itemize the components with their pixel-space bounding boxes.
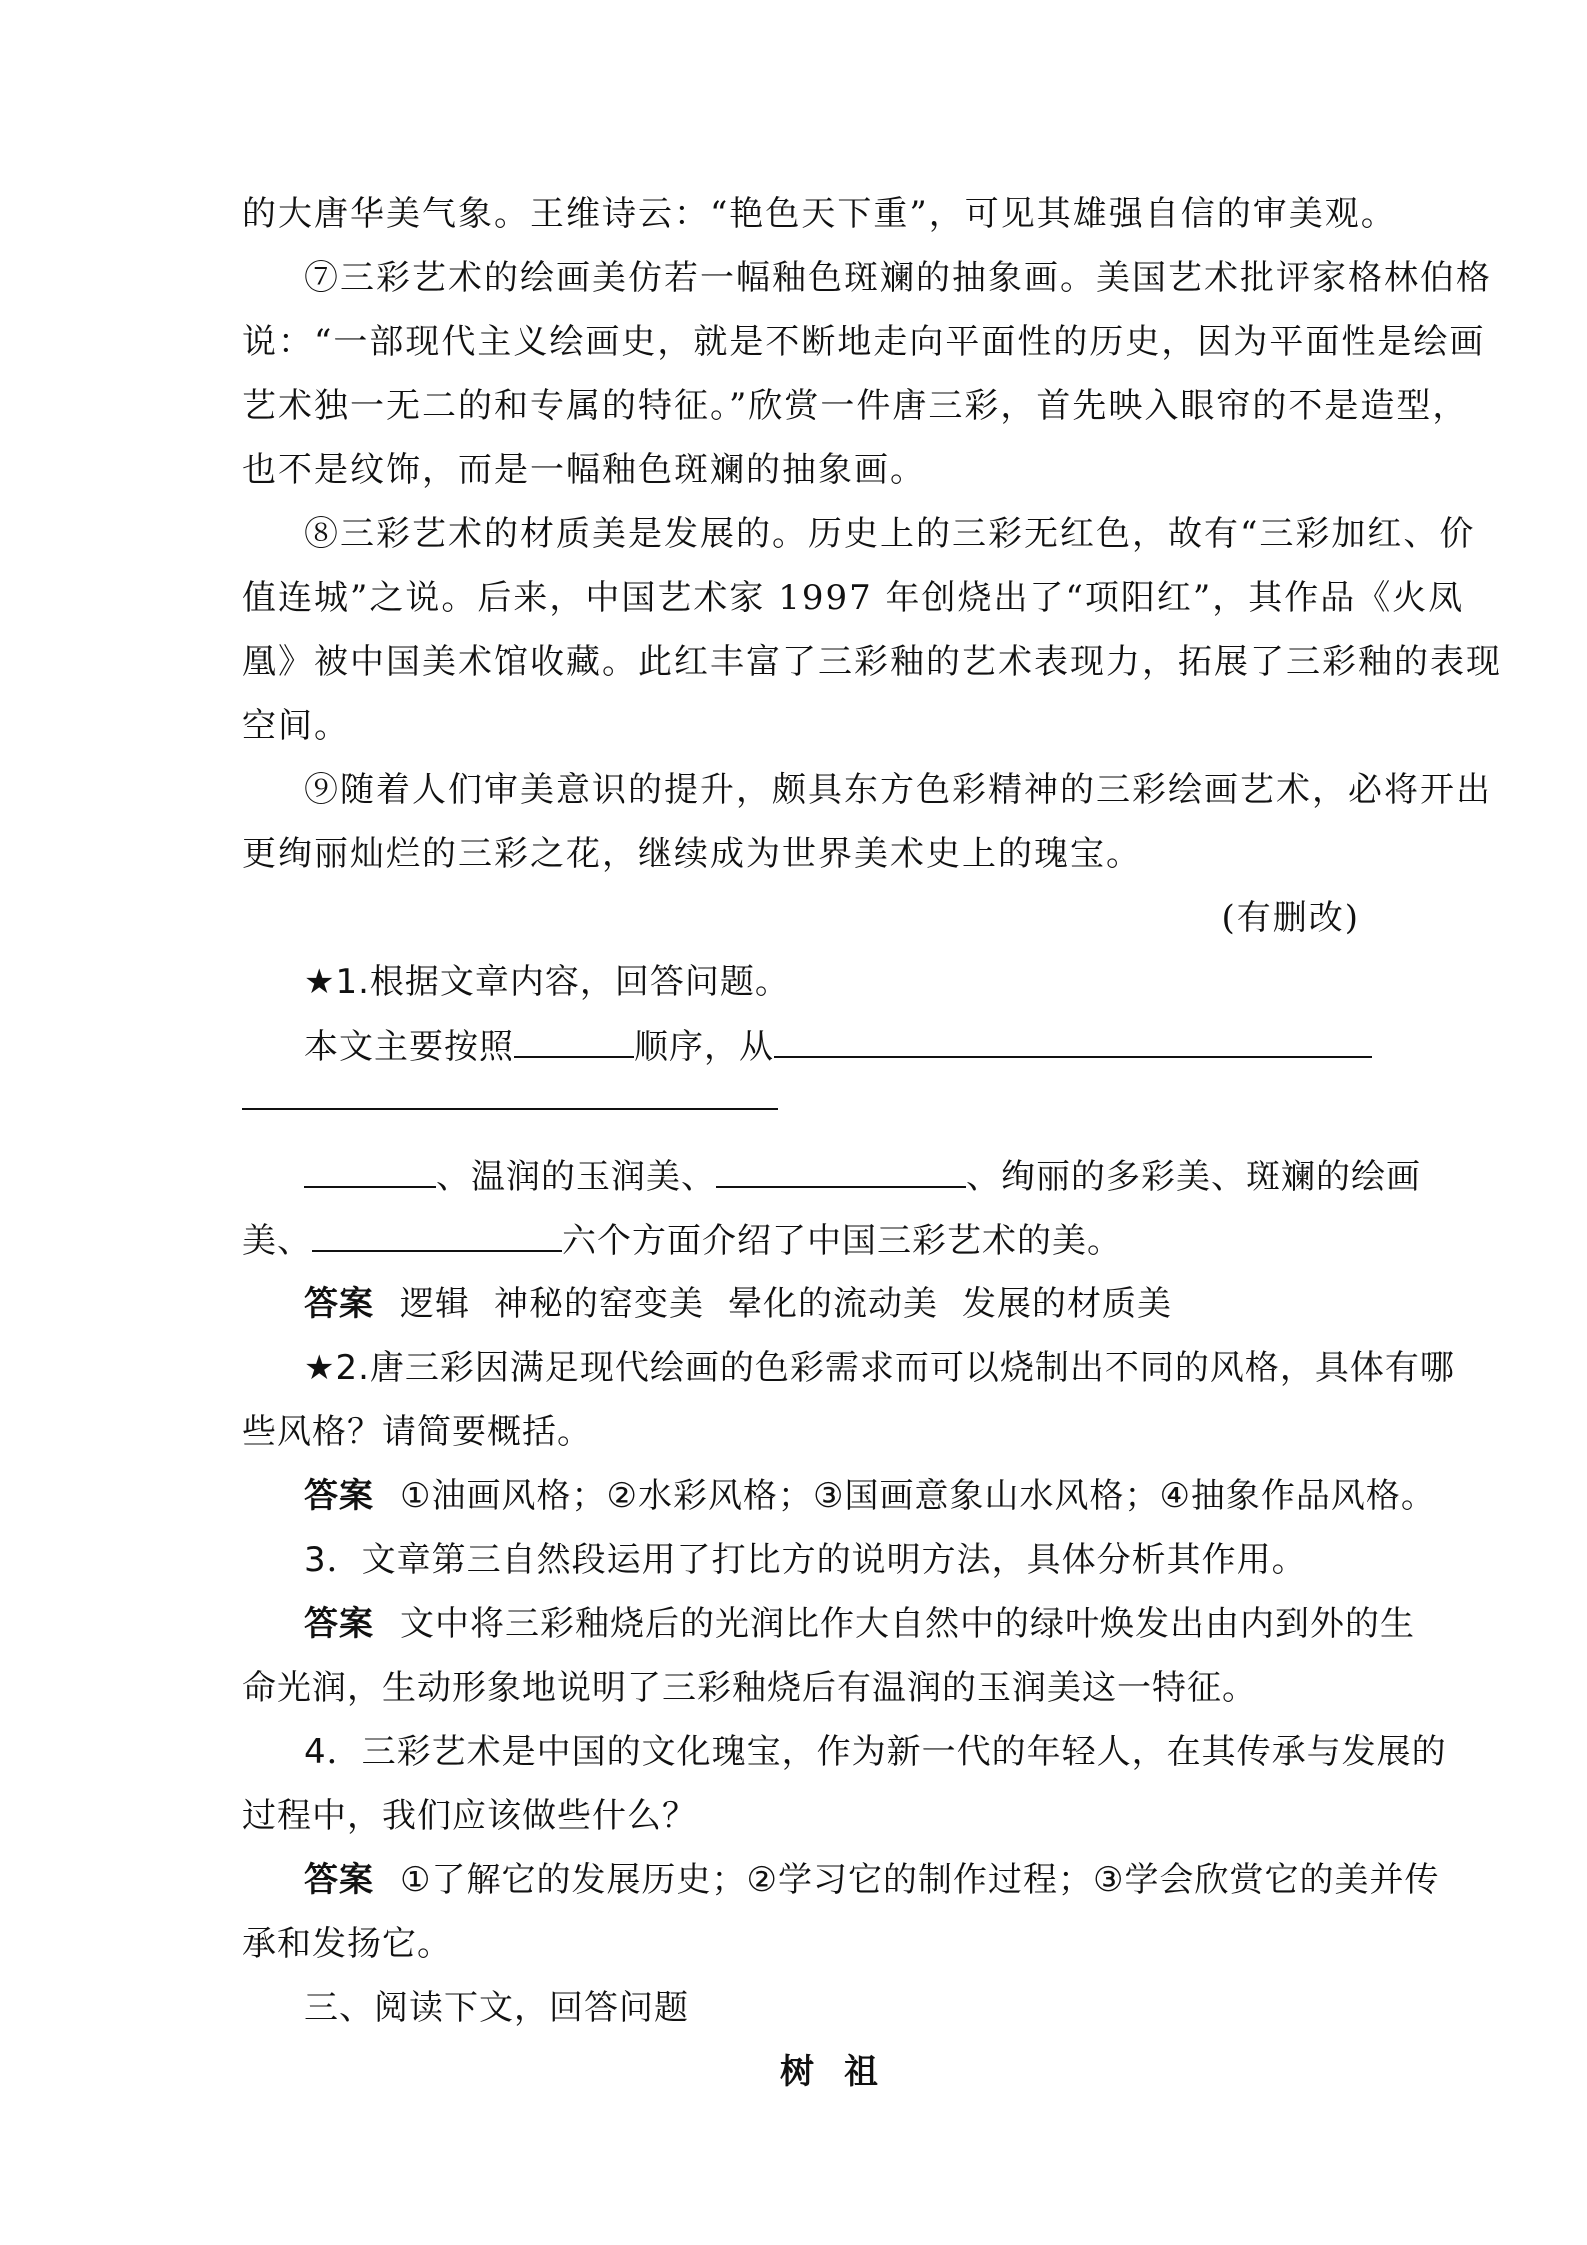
question-4-text: 4．三彩艺术是中国的文化瑰宝，作为新一代的年轻人，在其传承与发展的 [304, 1732, 1447, 1772]
source-note: (有删改) [1221, 898, 1360, 938]
passage-line: 艺术独一无二的和专属的特征。”欣赏一件唐三彩，首先映入眼帘的不是造型， [242, 386, 1469, 426]
question-1-text: 美、 [242, 1221, 312, 1261]
answer-blank-1[interactable] [514, 1022, 634, 1058]
passage-paragraph-7: ⑦三彩艺术的绘画美仿若一幅釉色斑斓的抽象画。美国艺术批评家格林伯格 [304, 258, 1492, 298]
passage-line: 也不是纹饰，而是一幅釉色斑斓的抽象画。 [242, 450, 926, 490]
answer-blank-2[interactable] [774, 1022, 1372, 1058]
passage-line: 值连城”之说。后来，中国艺术家 1997 年创烧出了“项阳红”，其作品《火凤 [242, 578, 1465, 618]
question-1-line-2 [304, 1152, 1421, 1200]
question-2-text: ★2.唐三彩因满足现代绘画的色彩需求而可以烧制出不同的风格，具体有哪 [304, 1348, 1455, 1388]
passage-paragraph-9: ⑨随着人们审美意识的提升，颇具东方色彩精神的三彩绘画艺术，必将开出 [304, 770, 1492, 810]
section-heading: 三、阅读下文，回答问题 [304, 1988, 689, 2028]
passage-line: 更绚丽灿烂的三彩之花，继续成为世界美术史上的瑰宝。 [242, 834, 1142, 874]
passage-line: 的大唐华美气象。王维诗云：“艳色天下重”，可见其雄强自信的审美观。 [242, 194, 1397, 234]
answer-blank-5[interactable] [312, 1216, 562, 1252]
answer-item: 晕化的流动美 [728, 1284, 938, 1324]
answer-label: 答案 [304, 1604, 374, 1644]
question-1-line-1 [304, 1022, 1372, 1070]
answer-text: 文中将三彩釉烧后的光润比作大自然中的绿叶焕发出由内到外的生 [400, 1604, 1415, 1644]
answer-item: 逻辑 [400, 1284, 470, 1324]
article-title: 树祖 [780, 2052, 908, 2092]
answer-label: 答案 [304, 1476, 374, 1516]
question-1-title: ★1.根据文章内容，回答问题。 [304, 962, 790, 1002]
passage-line: 凰》被中国美术馆收藏。此红丰富了三彩釉的艺术表现力，拓展了三彩釉的表现 [242, 642, 1502, 682]
question-1-text: 、绚丽的多彩美、斑斓的绘画 [966, 1157, 1421, 1197]
question-4-text: 过程中，我们应该做些什么？ [242, 1796, 697, 1836]
answer-label: 答案 [304, 1860, 374, 1900]
question-1-answer [304, 1280, 1172, 1328]
question-1-line-3 [242, 1216, 1122, 1264]
question-2-text: 些风格？请简要概括。 [242, 1412, 592, 1452]
passage-line: 说：“一部现代主义绘画史，就是不断地走向平面性的历史，因为平面性是绘画 [242, 322, 1486, 362]
answer-item: 发展的材质美 [962, 1284, 1172, 1324]
question-4-answer [304, 1856, 1439, 1904]
answer-blank-3[interactable] [304, 1152, 436, 1188]
question-3-answer [304, 1600, 1415, 1648]
answer-text: 命光润，生动形象地说明了三彩釉烧后有温润的玉润美这一特征。 [242, 1668, 1257, 1708]
question-1-text: 六个方面介绍了中国三彩艺术的美。 [562, 1221, 1122, 1261]
question-1-text: 本文主要按照 [304, 1027, 514, 1067]
answer-item: 神秘的窑变美 [494, 1284, 704, 1324]
question-2-answer [304, 1472, 1436, 1520]
passage-line: 空间。 [242, 706, 350, 746]
question-3-text: 3．文章第三自然段运用了打比方的说明方法，具体分析其作用。 [304, 1540, 1307, 1580]
question-1-text: 顺序，从 [634, 1027, 774, 1067]
answer-text: ①了解它的发展历史；②学习它的制作过程；③学会欣赏它的美并传 [400, 1860, 1440, 1900]
question-1-text: 、温润的玉润美、 [436, 1157, 716, 1197]
answer-text: ①油画风格；②水彩风格；③国画意象山水风格；④抽象作品风格。 [400, 1476, 1436, 1516]
answer-text: 承和发扬它。 [242, 1924, 452, 1964]
answer-blank-2-continued[interactable] [242, 1108, 778, 1110]
answer-label: 答案 [304, 1284, 374, 1324]
passage-paragraph-8: ⑧三彩艺术的材质美是发展的。历史上的三彩无红色，故有“三彩加红、价 [304, 514, 1476, 554]
answer-blank-4[interactable] [716, 1152, 966, 1188]
